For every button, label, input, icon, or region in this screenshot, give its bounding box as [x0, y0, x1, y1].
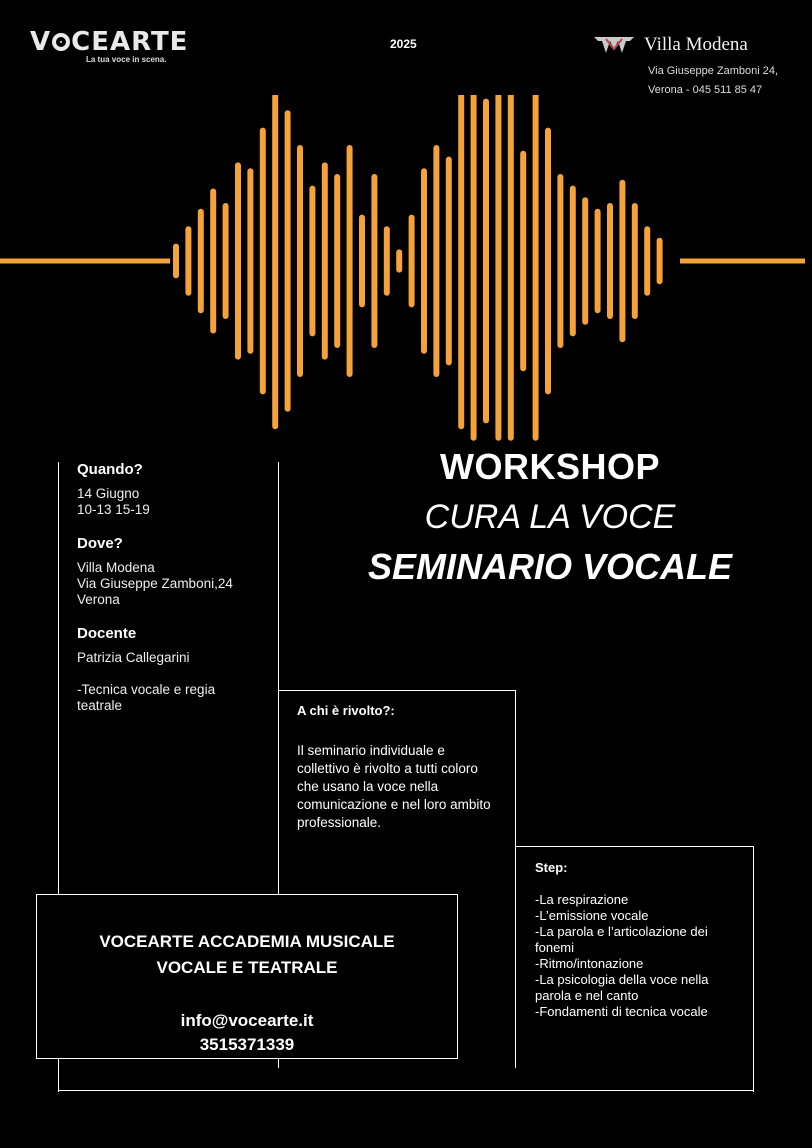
where-street: Via Giuseppe Zamboni,24: [77, 576, 233, 591]
wave-bar: [198, 209, 204, 313]
audience-box-top: [278, 690, 516, 691]
wave-bar: [272, 95, 278, 429]
steps-box-top: [515, 846, 754, 847]
wave-bar: [619, 180, 625, 342]
step-item: -La parola e l’articolazione dei: [535, 924, 708, 939]
when-heading: Quando?: [77, 461, 143, 478]
wave-bar: [545, 128, 551, 395]
step-item: -L’emissione vocale: [535, 908, 649, 923]
where-heading: Dove?: [77, 535, 123, 552]
contact-org-line2: VOCALE E TEATRALE: [156, 958, 338, 977]
logo-wordmark: V CEARTE: [30, 27, 189, 57]
wave-bar: [657, 238, 663, 284]
wave-bar: [595, 209, 601, 313]
teacher-heading: Docente: [77, 625, 137, 642]
wave-bar: [210, 189, 216, 334]
when-date: 14 Giugno: [77, 486, 140, 501]
vocearte-logo: [30, 28, 230, 64]
sound-wave-graphic: [0, 95, 812, 495]
wave-bar: [471, 95, 477, 441]
audience-text: Il seminario individuale e collettivo è rivolto a tutti coloro che usano la voce nella comunicazione e nel loro ambito professionale.: [297, 743, 491, 830]
wave-bar: [235, 162, 241, 359]
venue-name: Villa Modena: [644, 34, 748, 55]
year-label: 2025: [390, 37, 417, 51]
wave-bar: [644, 226, 650, 296]
wave-bar: [359, 215, 365, 308]
wave-bar: [557, 174, 563, 348]
teacher-role: -Tecnica vocale e regia teatrale: [77, 682, 216, 713]
wave-bar: [173, 244, 179, 279]
workshop-title: [310, 445, 790, 589]
step-item: parola e nel canto: [535, 988, 639, 1003]
wave-bar: [297, 145, 303, 377]
wave-bar: [421, 168, 427, 354]
step-item: -Fondamenti di tecnica vocale: [535, 1004, 708, 1019]
step-item: -Ritmo/intonazione: [535, 956, 644, 971]
wave-bar: [322, 162, 328, 359]
wave-bar: [483, 99, 489, 424]
title-line-seminario: SEMINARIO VOCALE: [367, 546, 733, 587]
wave-bar: [433, 145, 439, 377]
logo-tagline: La tua voce in scena.: [86, 55, 167, 64]
logo-ring-icon: [52, 33, 70, 51]
venue-address-line2: Verona - 045 511 85 47: [648, 84, 763, 96]
wave-bar: [247, 168, 253, 354]
wave-bar: [495, 95, 501, 441]
wave-bar: [570, 186, 576, 337]
wave-bar: [396, 249, 402, 272]
contact-org-line1: VOCEARTE ACCADEMIA MUSICALE: [99, 932, 395, 951]
wave-bar: [409, 215, 415, 308]
where-venue: Villa Modena: [77, 560, 155, 575]
wave-bars: [173, 95, 663, 441]
steps-heading: Step:: [535, 860, 568, 875]
villa-modena-logo-icon: [592, 35, 636, 55]
wave-bar: [582, 197, 588, 325]
title-line-workshop: WORKSHOP: [440, 446, 660, 487]
contact-box: [36, 894, 458, 1059]
audience-box-right: [515, 690, 516, 1068]
wave-bar: [458, 95, 464, 429]
title-line-cura-la-voce: CURA LA VOCE: [424, 498, 676, 536]
wave-bar: [334, 174, 340, 348]
wave-bar: [223, 203, 229, 319]
wave-bar: [371, 174, 377, 348]
wave-bar: [508, 95, 514, 441]
wave-bar: [260, 128, 266, 395]
frame-line-bottom: [58, 1090, 754, 1091]
step-item: fonemi: [535, 940, 575, 955]
audience-heading: A chi è rivolto?:: [297, 703, 395, 718]
wave-bar: [520, 151, 526, 371]
wave-bar: [384, 226, 390, 296]
contact-phone[interactable]: 3515371339: [199, 1035, 295, 1054]
wave-bar: [185, 226, 191, 296]
when-time: 10-13 15-19: [77, 502, 150, 517]
wave-bar: [446, 157, 452, 366]
event-info: [77, 462, 277, 728]
wave-bar: [285, 110, 291, 412]
wave-bar: [632, 203, 638, 319]
wave-bar: [309, 186, 315, 337]
wave-bar: [347, 145, 353, 377]
audience-section: [297, 702, 497, 832]
wave-bar: [607, 203, 613, 319]
venue-block: [592, 34, 792, 100]
venue-address-line1: Via Giuseppe Zamboni 24,: [648, 65, 779, 77]
where-city: Verona: [77, 592, 120, 607]
step-item: -La psicologia della voce nella: [535, 972, 709, 987]
wave-bar: [533, 95, 539, 441]
step-item: -La respirazione: [535, 892, 629, 907]
teacher-name: Patrizia Callegarini: [77, 650, 190, 665]
contact-email[interactable]: info@vocearte.it: [180, 1011, 314, 1030]
steps-section: [535, 860, 775, 1020]
